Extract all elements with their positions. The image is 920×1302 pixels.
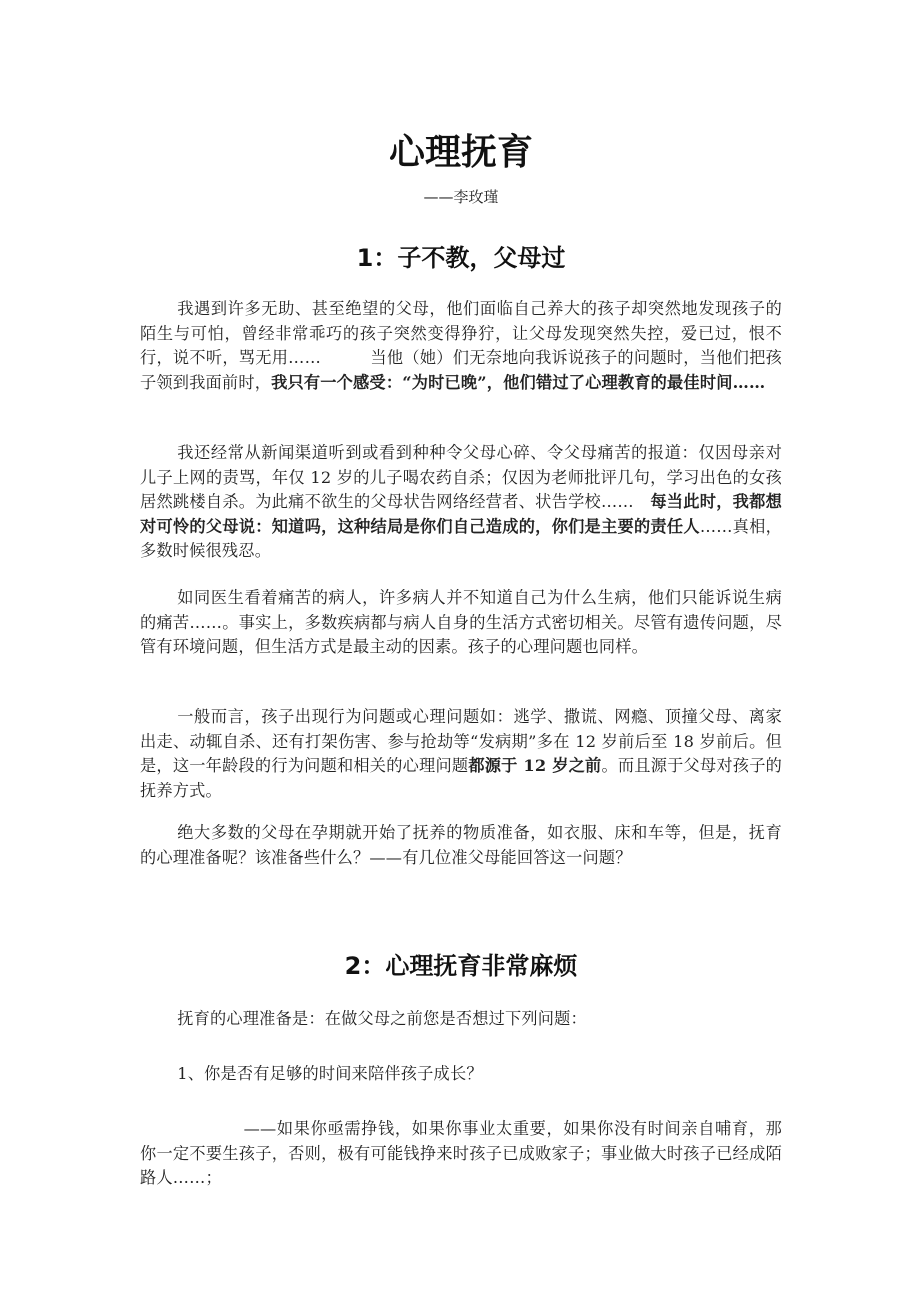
section-2-paragraph-2: [140, 1062, 782, 1087]
paragraph-text: ——如果你亟需挣钱，如果你事业太重要，如果你没有时间亲自哺育，那你一定不要生孩子，否则，极有可能钱挣来时孩子已成败家子；事业做大时孩子已经成陌路人……；: [140, 1119, 782, 1187]
paragraph-bold-text: 都源于 12 岁之前: [468, 756, 602, 775]
paragraph-bold-text: 我只有一个感受：“为时已晚”，他们错过了心理教育的最佳时间……: [271, 372, 766, 392]
section-1-paragraph-3: [140, 586, 782, 660]
section-1-paragraph-4: [140, 705, 782, 803]
paragraph-text: 如同医生看着痛苦的病人，许多病人并不知道自己为什么生病，他们只能诉说生病的痛苦……。事实上，多数疾病都与病人自身的生活方式密切相关。尽管有遗传问题，尽管有环境问题，但生活方式是最主动的因素。孩子的心理问题也同样。: [140, 588, 782, 656]
section-2-paragraph-1: [140, 1007, 782, 1032]
paragraph-text: 我遇到许多无助、甚至绝望的父母，他们面临自己养大的孩子却突然地发现孩子的陌生与可怕，曾经非常乖巧的孩子突然变得狰狞，让父母发现突然失控，爱已过，恨不行，说不听，骂无用…… 当他（她）们无奈地向我诉说孩子的问题时，当他们把孩子领到我面前时，: [140, 299, 782, 392]
paragraph-text: 。而且源于父母对孩子的抚养方式。: [140, 756, 783, 800]
paragraph-text: 一般而言，孩子出现行为问题或心理问题如：逃学、撒谎、网瘾、顶撞父母、离家出走、动辄自杀、还有打架伤害、参与抢劫等“发病期”多在 12 岁前后至 18 岁前后。但是，这一年龄段的行为问题和相关的心理问题: [140, 707, 782, 775]
section-heading-1: 1：子不教，父母过: [356, 244, 566, 272]
paragraph-text: 抚育的心理准备是：在做父母之前您是否想过下列问题：: [177, 1009, 587, 1028]
document-title: 心理抚育: [388, 132, 533, 173]
section-1-paragraph-1: [140, 297, 782, 395]
paragraph-text: 1、你是否有足够的时间来陪伴孩子成长？: [177, 1064, 483, 1083]
document-author: ——李玫瑾: [423, 188, 499, 206]
paragraph-bold-text: 每当此时，我都想对可怜的父母说：知道吗，这种结局是你们自己造成的，你们是主要的责任人: [140, 492, 782, 536]
paragraph-text: 绝大多数的父母在孕期就开始了抚养的物质准备，如衣服、床和车等，但是，抚育的心理准备呢？该准备些什么？——有几位准父母能回答这一问题？: [140, 823, 782, 867]
section-1-paragraph-2: [140, 441, 782, 564]
paragraph-text: 我还经常从新闻渠道听到或看到种种令父母心碎、令父母痛苦的报道：仅因母亲对儿子上网的责骂，年仅 12 岁的儿子喝农药自杀；仅因为老师批评几句，学习出色的女孩居然跳楼自杀。为此痛不欲生的父母状告网络经营者、状告学校……: [140, 443, 782, 511]
section-2-paragraph-3: [140, 1117, 782, 1191]
paragraph-text: ……真相，多数时候很残忍。: [140, 516, 782, 560]
section-heading-2: 2：心理抚育非常麻烦: [344, 952, 578, 980]
section-1-paragraph-5: [140, 821, 782, 870]
